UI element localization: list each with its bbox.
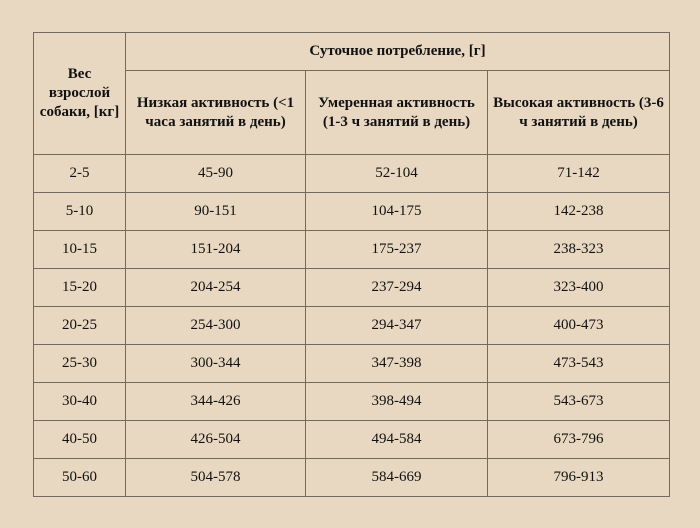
weight-cell: 15-20 [34, 269, 126, 307]
moderate-activity-cell: 347-398 [306, 345, 488, 383]
moderate-activity-cell: 294-347 [306, 307, 488, 345]
high-activity-header [488, 71, 670, 155]
weight-cell: 2-5 [34, 155, 126, 193]
food-intake-table [33, 32, 670, 497]
table-row [34, 155, 670, 193]
moderate-activity-cell: 398-494 [306, 383, 488, 421]
weight-cell: 50-60 [34, 459, 126, 497]
weight-cell: 20-25 [34, 307, 126, 345]
high-activity-cell: 543-673 [488, 383, 670, 421]
daily-intake-label: Суточное потребление, [г] [309, 43, 486, 59]
table-row [34, 231, 670, 269]
moderate-activity-cell: 52-104 [306, 155, 488, 193]
table-row [34, 383, 670, 421]
moderate-activity-header [306, 71, 488, 155]
daily-intake-group-header [126, 33, 670, 71]
low-activity-cell: 254-300 [126, 307, 306, 345]
table-row [34, 193, 670, 231]
table-row [34, 421, 670, 459]
high-activity-cell: 673-796 [488, 421, 670, 459]
low-activity-label: Низкая активность (<1 часа занятий в день) [136, 94, 295, 130]
low-activity-cell: 45-90 [126, 155, 306, 193]
weight-cell: 30-40 [34, 383, 126, 421]
high-activity-cell: 142-238 [488, 193, 670, 231]
weight-cell: 40-50 [34, 421, 126, 459]
weight-cell: 25-30 [34, 345, 126, 383]
high-activity-cell: 71-142 [488, 155, 670, 193]
moderate-activity-label: Умеренная активность (1-3 ч занятий в день) [318, 94, 475, 130]
table-row [34, 307, 670, 345]
moderate-activity-cell: 175-237 [306, 231, 488, 269]
high-activity-cell: 796-913 [488, 459, 670, 497]
low-activity-cell: 344-426 [126, 383, 306, 421]
low-activity-cell: 151-204 [126, 231, 306, 269]
moderate-activity-cell: 104-175 [306, 193, 488, 231]
low-activity-header [126, 71, 306, 155]
table-row [34, 269, 670, 307]
table-subheader-row [34, 71, 670, 155]
high-activity-cell: 400-473 [488, 307, 670, 345]
high-activity-cell: 473-543 [488, 345, 670, 383]
low-activity-cell: 300-344 [126, 345, 306, 383]
moderate-activity-cell: 584-669 [306, 459, 488, 497]
table-row [34, 459, 670, 497]
weight-column-label: Вес взрослой собаки, [кг] [39, 66, 120, 120]
table-header-row [34, 33, 670, 71]
table-body [34, 155, 670, 497]
high-activity-cell: 323-400 [488, 269, 670, 307]
moderate-activity-cell: 494-584 [306, 421, 488, 459]
weight-column-header [34, 33, 126, 155]
low-activity-cell: 426-504 [126, 421, 306, 459]
weight-cell: 10-15 [34, 231, 126, 269]
low-activity-cell: 504-578 [126, 459, 306, 497]
table-row [34, 345, 670, 383]
low-activity-cell: 90-151 [126, 193, 306, 231]
low-activity-cell: 204-254 [126, 269, 306, 307]
high-activity-label: Высокая активность (3-6 ч занятий в день) [493, 94, 664, 130]
weight-cell: 5-10 [34, 193, 126, 231]
high-activity-cell: 238-323 [488, 231, 670, 269]
moderate-activity-cell: 237-294 [306, 269, 488, 307]
